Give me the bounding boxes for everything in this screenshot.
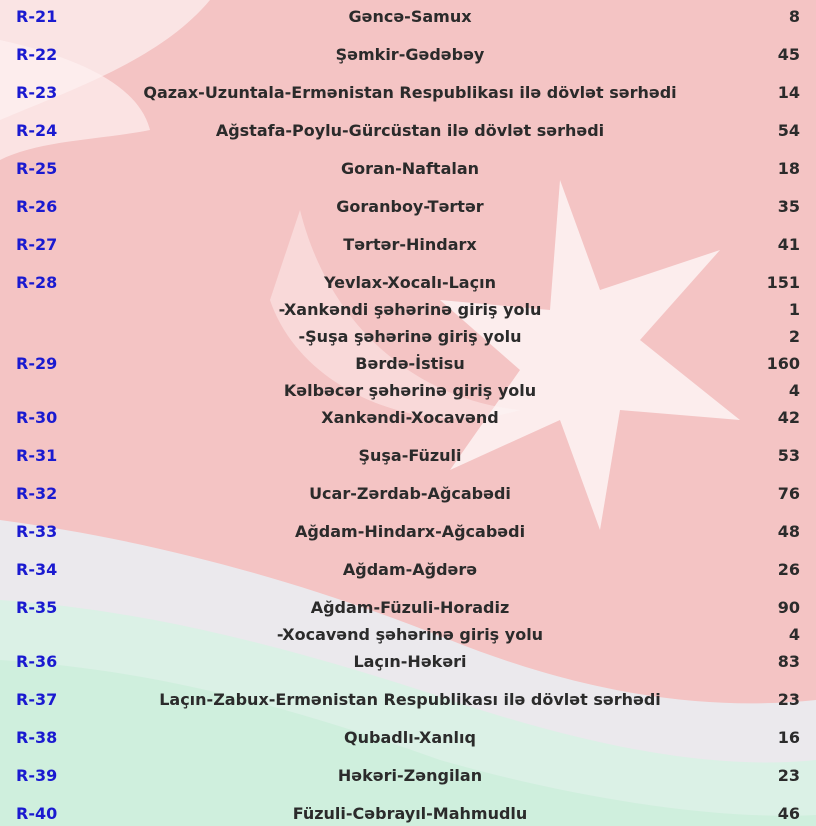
road-name: -Şuşa şəhərinə giriş yolu (298, 327, 522, 346)
road-name: Ağdam-Hindarx-Ağcabədi (294, 522, 526, 541)
table-row (0, 560, 816, 580)
road-name: Qazax-Uzuntala-Ermənistan Respublikası ilə dövlət sərhədi (143, 83, 677, 102)
table-row (0, 83, 816, 103)
road-length: 4 (788, 381, 800, 400)
table-row (0, 273, 816, 293)
table-row (0, 625, 816, 645)
road-name: -Xankəndi şəhərinə giriş yolu (278, 300, 542, 319)
table-row (0, 522, 816, 542)
road-name: Xankəndi-Xocavənd (321, 408, 499, 427)
road-name: Kəlbəcər şəhərinə giriş yolu (283, 381, 537, 400)
road-name: Laçın-Zabux-Ermənistan Respublikası ilə dövlət sərhədi (159, 690, 661, 709)
road-code: R-29 (16, 354, 58, 373)
table-row (0, 197, 816, 217)
road-code: R-21 (16, 7, 58, 26)
table-row (0, 7, 816, 27)
road-code: R-34 (16, 560, 58, 579)
road-length: 2 (788, 327, 800, 346)
road-name: Goranboy-Tərtər (336, 197, 484, 216)
table-row (0, 381, 816, 401)
road-length: 16 (777, 728, 800, 747)
table-row (0, 354, 816, 374)
table-row (0, 484, 816, 504)
table-row (0, 327, 816, 347)
table-row (0, 652, 816, 672)
road-name: Yevlax-Xocalı-Laçın (324, 273, 496, 292)
road-length: 151 (766, 273, 800, 292)
table-row (0, 121, 816, 141)
road-length: 18 (777, 159, 800, 178)
road-length: 42 (777, 408, 800, 427)
road-name: Ağstafa-Poylu-Gürcüstan ilə dövlət sərhədi (215, 121, 605, 140)
road-name: Şuşa-Füzuli (358, 446, 462, 465)
road-name: Goran-Naftalan (340, 159, 480, 178)
road-length: 48 (777, 522, 800, 541)
road-code: R-33 (16, 522, 58, 541)
table-row (0, 300, 816, 320)
table-row (0, 766, 816, 786)
road-code: R-26 (16, 197, 58, 216)
road-name: Bərdə-İstisu (355, 354, 465, 373)
road-code: R-39 (16, 766, 58, 785)
road-length: 160 (766, 354, 800, 373)
table-row (0, 159, 816, 179)
road-length: 14 (777, 83, 800, 102)
table-row (0, 235, 816, 255)
road-length: 26 (777, 560, 800, 579)
road-code: R-35 (16, 598, 58, 617)
road-name: -Xocavənd şəhərinə giriş yolu (276, 625, 544, 644)
road-name: Ağdam-Füzuli-Horadiz (310, 598, 510, 617)
road-name: Füzuli-Cəbrayıl-Mahmudlu (292, 804, 528, 823)
road-code: R-22 (16, 45, 58, 64)
table-row (0, 446, 816, 466)
road-code: R-37 (16, 690, 58, 709)
road-code: R-38 (16, 728, 58, 747)
road-code: R-24 (16, 121, 58, 140)
table-row (0, 598, 816, 618)
road-length: 90 (777, 598, 800, 617)
table-row (0, 728, 816, 748)
road-length: 54 (777, 121, 800, 140)
table-row (0, 804, 816, 824)
road-length: 45 (777, 45, 800, 64)
road-name: Ucar-Zərdab-Ağcabədi (309, 484, 511, 503)
road-length: 4 (788, 625, 800, 644)
table-row (0, 45, 816, 65)
road-code: R-27 (16, 235, 58, 254)
road-length: 1 (788, 300, 800, 319)
table-row (0, 690, 816, 710)
road-code: R-30 (16, 408, 58, 427)
road-length: 53 (777, 446, 800, 465)
road-code: R-28 (16, 273, 58, 292)
road-length: 83 (777, 652, 800, 671)
road-length: 46 (777, 804, 800, 823)
road-length: 23 (777, 766, 800, 785)
road-length: 23 (777, 690, 800, 709)
road-name: Ağdam-Ağdərə (342, 560, 478, 579)
road-name: Gəncə-Samux (348, 7, 472, 26)
road-length: 41 (777, 235, 800, 254)
road-length: 76 (777, 484, 800, 503)
road-code: R-31 (16, 446, 58, 465)
road-name: Şəmkir-Gədəbəy (335, 45, 485, 64)
road-name: Həkəri-Zəngilan (337, 766, 483, 785)
road-code: R-32 (16, 484, 58, 503)
road-code: R-40 (16, 804, 58, 823)
road-name: Laçın-Həkəri (353, 652, 467, 671)
road-length: 8 (788, 7, 800, 26)
road-code: R-36 (16, 652, 58, 671)
road-code: R-25 (16, 159, 58, 178)
road-name: Qubadlı-Xanlıq (344, 728, 476, 747)
road-code: R-23 (16, 83, 58, 102)
road-length: 35 (777, 197, 800, 216)
table-row (0, 408, 816, 428)
road-name: Tərtər-Hindarx (343, 235, 477, 254)
